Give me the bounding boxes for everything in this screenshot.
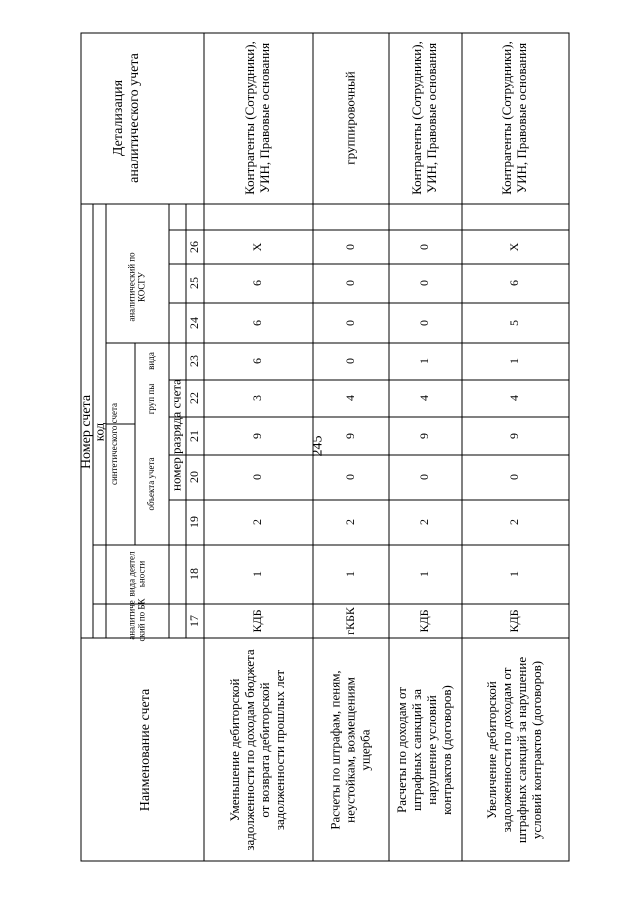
row-3-c20: 0 [417,474,432,480]
digit-21: 21 [187,430,202,442]
digit-22: 22 [187,392,202,404]
header-synthetic: синтетического счета [108,402,119,486]
header-account-number: Номер счета [78,394,94,470]
row-3-detail: Контрагенты (Сотрудники), УИН, Правовые основания [409,41,439,195]
header-code: код [91,422,107,442]
row-1-c24: 6 [250,320,265,326]
row-3-c19: 2 [417,519,432,525]
row-4-c17: КДБ [507,609,522,633]
row-1-c21: 9 [250,433,265,439]
header-analytical-bk: аналитиче ский по БК [126,598,147,642]
row-4-c26: Х [507,242,522,252]
row-2-c24: 0 [343,320,358,326]
row-1-c20: 0 [250,474,265,480]
row-1-name: Уменьшение дебиторской задолженности по доходам бюджета от возврата дебиторской задолженности прошлых лет [227,649,287,851]
row-2-c25: 0 [343,280,358,286]
row-4-c25: 6 [507,280,522,286]
header-object: объекта учета [145,457,156,511]
page-number: 245 [310,435,326,457]
row-1-c25: 6 [250,280,265,286]
row-2-name: Расчеты по штрафам, пеням, неустойкам, возмещениям ущерба [327,670,373,830]
row-1-detail: Контрагенты (Сотрудники), УИН, Правовые основания [242,41,272,195]
row-4-c20: 0 [507,474,522,480]
digit-20: 20 [187,471,202,483]
row-2-c21: 9 [343,433,358,439]
row-3-c23: 1 [417,358,432,364]
header-type: вида [145,352,156,370]
row-4-c19: 2 [507,519,522,525]
row-2-detail: группировочный [342,71,358,165]
digit-18: 18 [187,568,202,580]
row-4-c22: 4 [507,395,522,401]
row-2-c18: 1 [343,571,358,577]
header-detail: Детализация аналитического учета [110,53,142,183]
digit-26: 26 [187,241,202,253]
row-4-c24: 5 [507,320,522,326]
row-1-c22: 3 [250,395,265,401]
digit-19: 19 [187,516,202,528]
row-4-detail: Контрагенты (Сотрудники), УИН, Правовые основания [499,41,529,195]
row-1-c17: КДБ [250,609,265,633]
header-group: груп пы [145,383,156,415]
header-account-name: Наименование счета [137,688,153,812]
row-1-c19: 2 [250,519,265,525]
header-activity-type: вида деятел ьности [126,551,147,597]
row-4-name: Увеличение дебиторской задолженности по доходам от штрафных санкций за нарушение условий контрактов (договоров) [484,656,544,844]
digit-23: 23 [187,355,202,367]
row-2-c26: 0 [343,244,358,250]
row-2-c17: гКБК [343,607,358,635]
digit-24: 24 [187,317,202,329]
row-1-c26: Х [250,242,265,252]
row-3-name: Расчеты по доходам от штрафных санкций за нарушение условий контрактов (договоров) [394,685,454,815]
row-2-c22: 4 [343,395,358,401]
row-2-c20: 0 [343,474,358,480]
row-3-c21: 9 [417,433,432,439]
header-kosgu: аналитический по КОСГУ [126,252,147,322]
row-1-c23: 6 [250,358,265,364]
row-4-c21: 9 [507,433,522,439]
row-3-c17: КДБ [417,609,432,633]
row-3-c26: 0 [417,244,432,250]
row-3-c25: 0 [417,280,432,286]
row-3-c22: 4 [417,395,432,401]
row-3-c24: 0 [417,320,432,326]
header-digit-number: номер разряда счета [168,379,184,491]
row-3-c18: 1 [417,571,432,577]
digit-17: 17 [187,615,202,627]
row-2-c19: 2 [343,519,358,525]
digit-25: 25 [187,277,202,289]
row-4-c18: 1 [507,571,522,577]
row-2-c23: 0 [343,358,358,364]
row-4-c23: 1 [507,358,522,364]
row-1-c18: 1 [250,571,265,577]
